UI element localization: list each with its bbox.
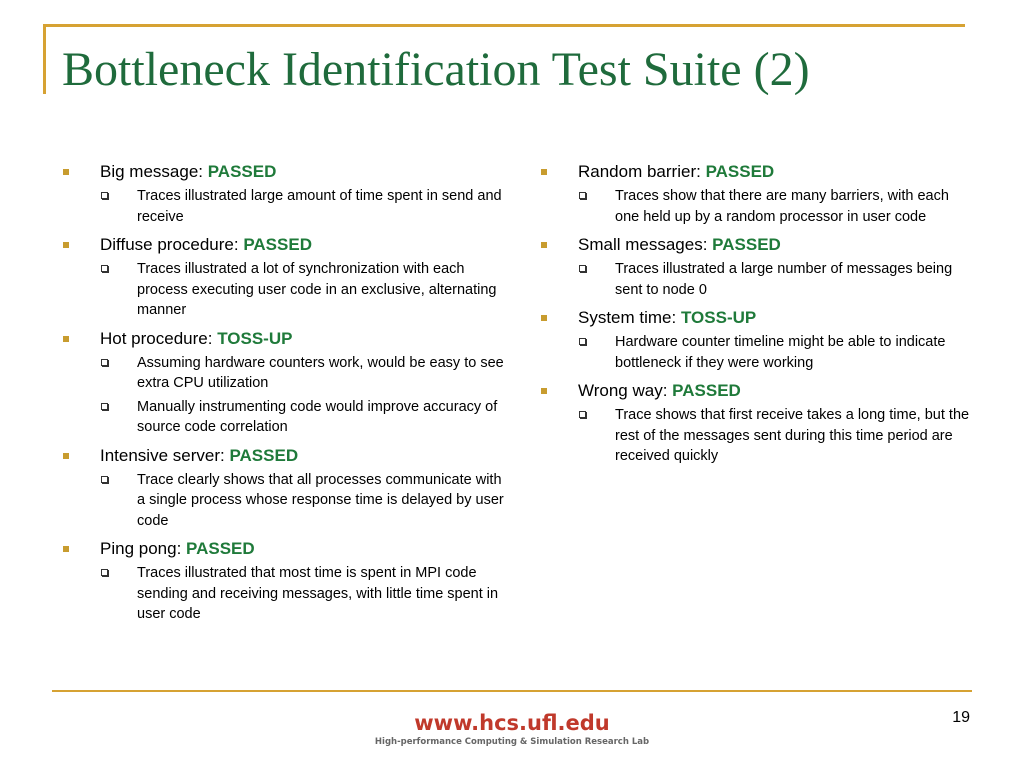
sub-bullet-text: Traces illustrated a large number of messages being sent to node 0 <box>615 261 953 298</box>
sub-bullet-text: Traces illustrated a lot of synchronization with each process executing user code in an exclusive, alternating manner <box>137 261 497 318</box>
box-bullet-icon <box>579 411 586 418</box>
footer-url-link[interactable]: www.hcs.ufl.edu <box>414 711 610 735</box>
bullet-label: Random barrier: <box>578 162 706 181</box>
sub-bullet <box>62 397 507 438</box>
sub-bullet-text: Assuming hardware counters work, would be easy to see extra CPU utilization <box>137 354 504 391</box>
bullet-label: Intensive server: <box>100 445 230 465</box>
square-bullet-icon <box>63 453 69 459</box>
box-bullet-icon <box>579 265 586 272</box>
bullet-main <box>540 379 970 403</box>
box-bullet-icon <box>101 359 108 366</box>
list-item <box>62 327 507 438</box>
list-item <box>540 306 970 373</box>
sub-bullet-text: Traces illustrated that most time is spent in MPI code sending and receiving messages, with little time spent in user code <box>137 565 499 622</box>
bullet-label: Big message: <box>100 162 208 181</box>
bullet-main <box>540 160 970 184</box>
bullet-label: Small messages: <box>578 235 713 254</box>
list-item <box>540 379 970 467</box>
bullet-label: System time: <box>578 308 681 327</box>
list-item <box>540 160 970 227</box>
status-text: TOSS-UP <box>680 308 757 327</box>
status-text: PASSED <box>712 235 781 254</box>
bullet-main <box>540 306 970 330</box>
sub-bullet-text: Trace shows that first receive takes a long time, but the rest of the messages sent during this time period are received quickly <box>615 407 970 464</box>
status-text: PASSED <box>229 445 299 465</box>
sub-bullet <box>62 563 507 625</box>
status-text: PASSED <box>243 235 312 254</box>
box-bullet-icon <box>101 569 108 576</box>
bullet-label: Ping pong: <box>100 539 187 558</box>
sub-bullet-text: Traces show that there are many barriers, with each one held up by a random processor in user code <box>615 188 949 225</box>
list-item <box>62 444 507 532</box>
sub-bullet <box>62 470 507 532</box>
status-text: PASSED <box>207 162 277 181</box>
square-bullet-icon <box>541 169 547 175</box>
slide-title: Bottleneck Identification Test Suite (2) <box>62 43 810 96</box>
status-text: PASSED <box>672 381 741 400</box>
left-bullet-column <box>62 160 507 631</box>
list-item <box>62 160 507 227</box>
page-number: 19 <box>952 709 970 726</box>
status-text: TOSS-UP <box>217 328 293 348</box>
square-bullet-icon <box>63 169 69 175</box>
list-item <box>62 537 507 625</box>
square-bullet-icon <box>63 546 69 552</box>
right-bullet-column <box>540 160 970 473</box>
bullet-main <box>62 537 507 561</box>
footer-lab-name: High-performance Computing & Simulation Research Lab <box>374 737 650 747</box>
bullet-main <box>62 233 507 257</box>
sub-bullet <box>62 353 507 394</box>
sub-bullet <box>540 186 970 227</box>
sub-bullet <box>540 332 970 373</box>
bullet-main <box>62 160 507 184</box>
title-frame-top-rule <box>43 24 965 27</box>
bullet-main <box>62 444 507 468</box>
box-bullet-icon <box>101 476 108 483</box>
box-bullet-icon <box>101 265 108 272</box>
box-bullet-icon <box>579 192 586 199</box>
status-text: PASSED <box>705 162 775 181</box>
sub-bullet-text: Traces illustrated large amount of time spent in send and receive <box>137 188 502 225</box>
sub-bullet-text: Manually instrumenting code would improve accuracy of source code correlation <box>137 398 498 435</box>
sub-bullet <box>540 405 970 467</box>
box-bullet-icon <box>101 192 108 199</box>
list-item <box>62 233 507 321</box>
square-bullet-icon <box>63 242 69 248</box>
bullet-main <box>540 233 970 257</box>
footer-rule <box>52 690 972 692</box>
bullet-main <box>62 327 507 351</box>
square-bullet-icon <box>541 242 547 248</box>
box-bullet-icon <box>101 403 108 410</box>
sub-bullet-text: Hardware counter timeline might be able to indicate bottleneck if they were working <box>615 334 946 371</box>
bullet-label: Hot procedure: <box>100 328 218 348</box>
box-bullet-icon <box>579 338 586 345</box>
square-bullet-icon <box>63 336 69 342</box>
sub-bullet <box>62 259 507 321</box>
square-bullet-icon <box>541 388 547 394</box>
square-bullet-icon <box>541 315 547 321</box>
list-item <box>540 233 970 300</box>
sub-bullet <box>62 186 507 227</box>
bullet-label: Diffuse procedure: <box>100 235 244 254</box>
status-text: PASSED <box>186 539 255 558</box>
bullet-label: Wrong way: <box>578 381 673 400</box>
title-frame-left-rule <box>43 24 46 94</box>
sub-bullet <box>540 259 970 300</box>
sub-bullet-text: Trace clearly shows that all processes communicate with a single process whose response time is delayed by user code <box>137 471 504 529</box>
